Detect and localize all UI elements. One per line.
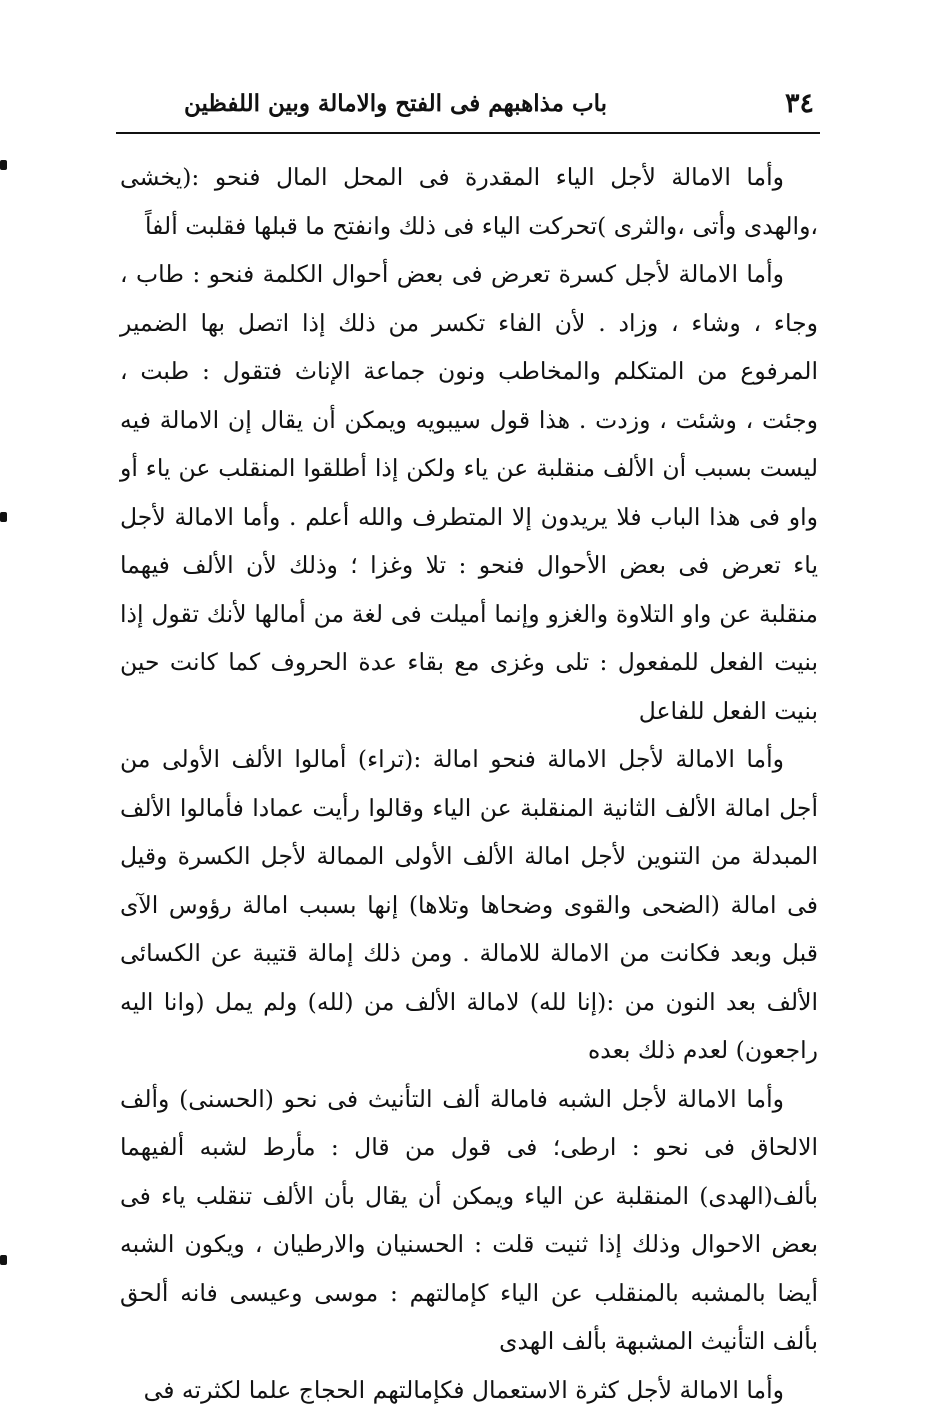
paragraph: وأما الامالة لأجل الياء المقدرة فى المحل المال فنحو :(يخشى ،والهدى وأتى ،والثرى )تحركت الياء فى ذلك وانفتح ما قبلها فقلبت ألفاً (120, 153, 818, 250)
page-number: ٣٤ (785, 84, 818, 124)
paragraph: وأما الامالة لأجل الامالة فنحو امالة :(تراء) أمالوا الألف الأولى من أجل امالة الألف الثانية المنقلبة عن الياء وقالوا رأيت عمادا فأمالوا الألف المبدلة من التنوين لأجل امالة الألف الأولى الممالة لأجل الكسرة وقيل فى امالة (الضحى والقوى وضحاها وتلاها) إنها بسبب امالة رؤوس الآى قبل وبعد فكانت من الامالة للامالة . ومن ذلك إمالة قتيبة عن الكسائى الألف بعد النون من :(إنا لله) لامالة الألف من (لله) ولم يمل (وانا اليه راجعون) لعدم ذلك بعده (120, 735, 818, 1075)
header-rule (116, 132, 820, 134)
scan-margin-mark (0, 160, 7, 170)
chapter-title: باب مذاهبهم فى الفتح والامالة وبين اللفظين (184, 84, 607, 124)
paragraph: وأما الامالة لأجل كسرة تعرض فى بعض أحوال الكلمة فنحو : طاب ، وجاء ، وشاء ، وزاد . لأن الفاء تكسر من ذلك إذا اتصل بها الضمير المرفوع من المتكلم والمخاطب ونون جماعة الإناث فتقول : طبت ، وجئت ، وشئت ، وزدت . هذا قول سيبويه ويمكن أن يقال إن الامالة فيه ليست بسبب أن الألف منقلبة عن ياء ولكن إذا أطلقوا المنقلب عن ياء أو واو فى هذا الباب فلا يريدون إلا المتطرف والله أعلم . وأما الامالة لأجل ياء تعرض فى بعض الأحوال فنحو : تلا وغزا ؛ وذلك لأن الألف فيهما منقلبة عن واو التلاوة والغزو وإنما أميلت فى لغة من أمالها لأنك تقول إذا بنيت الفعل للمفعول : تلى وغزى مع بقاء عدة الحروف كما كانت حين بنيت الفعل للفاعل (120, 250, 818, 735)
paragraph: وأما الامالة لأجل الشبه فامالة ألف التأنيث فى نحو (الحسنى) وألف الالحاق فى نحو : ارطى؛ فى قول من قال : مأرط لشبه ألفيهما بألف(الهدى) المنقلبة عن الياء ويمكن أن يقال بأن الألف تنقلب ياء فى بعض الاحوال وذلك إذا ثنيت قلت : الحسنيان والارطيان ، ويكون الشبه أيضا بالمشبه بالمنقلب عن الياء كإمالتهم : موسى وعيسى فانه ألحق بألف التأنيث المشبهة بألف الهدى (120, 1075, 818, 1366)
running-head (118, 78, 818, 124)
body-text (120, 153, 818, 1414)
scan-margin-mark (0, 1255, 7, 1265)
paragraph: وأما الامالة لأجل كثرة الاستعمال فكإمالتهم الحجاج علما لكثرته فى (120, 1366, 818, 1414)
scan-margin-mark (0, 512, 7, 522)
